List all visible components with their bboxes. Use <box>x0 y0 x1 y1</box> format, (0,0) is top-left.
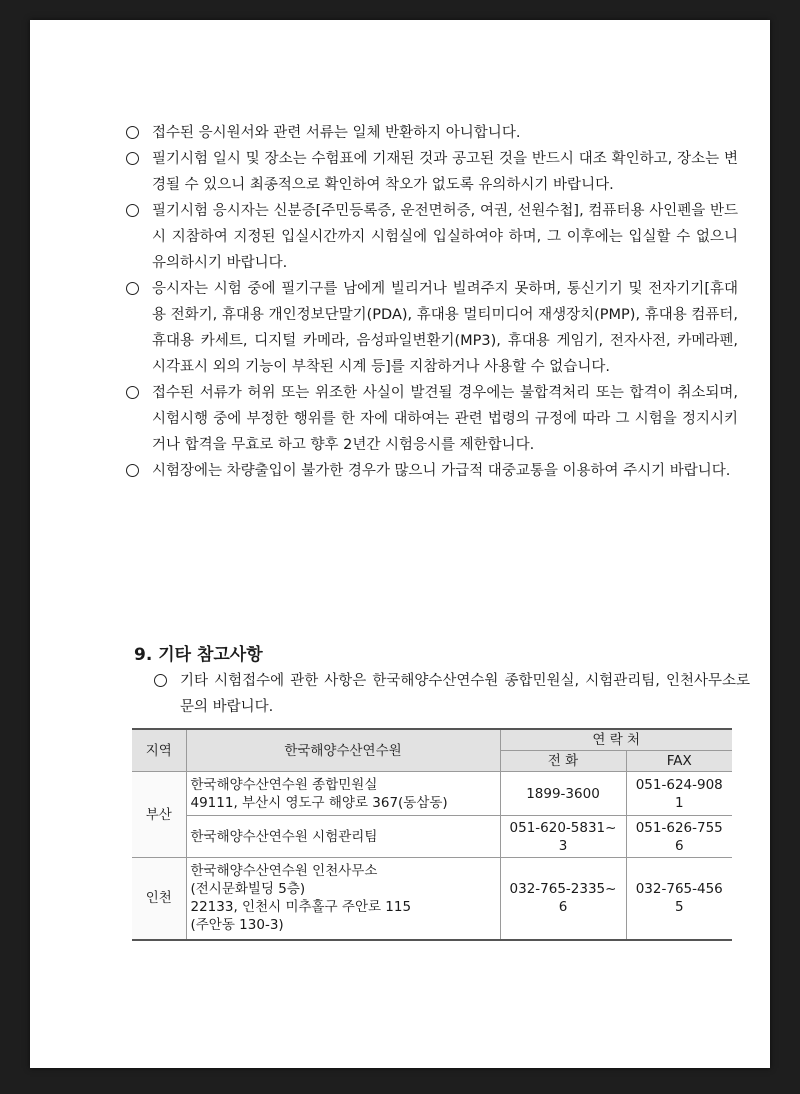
notice-text: 응시자는 시험 중에 필기구를 남에게 빌리거나 빌려주지 못하며, 통신기기 및 전자기기[휴대용 전화기, 휴대용 개인정보단말기(PDA), 휴대용 멀티미디어 재생장치(PMP), 휴대용 컴퓨터, 휴대용 카세트, 디지털 카메라, 음성파일변환기(MP3), 휴대용 게임기, 전자사전, 카메라펜, 시각표시 외의 기능이 부착된 시계 등]를 지참하거나 사용할 수 없습니다. <box>152 281 738 375</box>
org-cell <box>186 816 500 858</box>
region-cell: 인천 <box>132 858 186 940</box>
fax-cell <box>626 816 732 858</box>
circle-bullet-icon <box>126 282 139 295</box>
notice-list <box>126 120 738 484</box>
phone-line: 1899-3600 <box>526 785 600 802</box>
org-cell <box>186 858 500 940</box>
org-line: (주안동 130-3) <box>190 917 284 934</box>
notice-item <box>126 120 738 146</box>
notice-item <box>126 198 738 276</box>
org-line: 한국해양수산연수원 인천사무소 <box>190 863 378 880</box>
fax-line: 6 <box>674 837 684 854</box>
notice-item <box>126 458 738 484</box>
phone-cell <box>500 772 626 816</box>
fax-line: 051-624-908 <box>635 776 723 793</box>
table-row <box>132 858 732 940</box>
header-contact: 연 락 처 <box>500 729 732 751</box>
phone-cell <box>500 858 626 940</box>
section-note <box>154 668 750 720</box>
fax-line: 032-765-456 <box>635 881 723 898</box>
circle-bullet-icon <box>126 204 139 217</box>
fax-line: 051-626-755 <box>635 819 723 836</box>
circle-bullet-icon <box>126 152 139 165</box>
org-line: (전시문화빌딩 5층) <box>190 881 306 898</box>
document-page <box>30 20 770 1068</box>
org-line: 49111, 부산시 영도구 해양로 367(동삼동) <box>190 794 448 811</box>
org-line: 한국해양수산연수원 시험관리팀 <box>190 828 378 845</box>
header-org: 한국해양수산연수원 <box>186 729 500 772</box>
table-row <box>132 816 732 858</box>
org-line: 22133, 인천시 미추홀구 주안로 115 <box>190 899 412 916</box>
fax-cell <box>626 858 732 940</box>
header-phone: 전 화 <box>500 751 626 772</box>
org-cell <box>186 772 500 816</box>
fax-cell <box>626 772 732 816</box>
region-cell: 부산 <box>132 772 186 858</box>
circle-bullet-icon <box>154 674 167 687</box>
phone-line: 6 <box>558 899 568 916</box>
other-info-section <box>134 642 750 720</box>
notice-item <box>126 146 738 198</box>
contact-table <box>132 728 732 941</box>
section-note-text: 기타 시험접수에 관한 사항은 한국해양수산연수원 종합민원실, 시험관리팀, 인천사무소로 문의 바랍니다. <box>180 673 750 715</box>
notice-text: 접수된 서류가 허위 또는 위조한 사실이 발견될 경우에는 불합격처리 또는 합격이 취소되며, 시험시행 중에 부정한 행위를 한 자에 대하여는 관련 법령의 규정에 따라 그 시험을 정지시키거나 합격을 무효로 하고 향후 2년간 시험응시를 제한합니다. <box>152 385 738 453</box>
circle-bullet-icon <box>126 464 139 477</box>
notice-text: 접수된 응시원서와 관련 서류는 일체 반환하지 아니합니다. <box>152 125 521 141</box>
phone-cell <box>500 816 626 858</box>
notice-item <box>126 276 738 380</box>
circle-bullet-icon <box>126 126 139 139</box>
fax-line: 5 <box>674 899 684 916</box>
section-title: 9. 기타 참고사항 <box>134 645 263 665</box>
notice-text: 시험장에는 차량출입이 불가한 경우가 많으니 가급적 대중교통을 이용하여 주시기 바랍니다. <box>152 463 731 479</box>
circle-bullet-icon <box>126 386 139 399</box>
header-region: 지역 <box>132 729 186 772</box>
notice-text: 필기시험 응시자는 신분증[주민등록증, 운전면허증, 여권, 선원수첩], 컴퓨터용 사인펜을 반드시 지참하여 지정된 입실시간까지 시험실에 입실하여야 하며, 그 이후에는 입실할 수 없으니 유의하시기 바랍니다. <box>152 203 738 271</box>
fax-line: 1 <box>674 794 684 811</box>
table-row <box>132 772 732 816</box>
phone-line: 051-620-5831~ <box>509 819 617 836</box>
notice-text: 필기시험 일시 및 장소는 수험표에 기재된 것과 공고된 것을 반드시 대조 확인하고, 장소는 변경될 수 있으니 최종적으로 확인하여 착오가 없도록 유의하시기 바랍니다. <box>152 151 738 193</box>
notice-item <box>126 380 738 458</box>
org-line: 한국해양수산연수원 종합민원실 <box>190 776 378 793</box>
phone-line: 032-765-2335~ <box>509 881 617 898</box>
header-fax: FAX <box>626 751 732 772</box>
phone-line: 3 <box>558 837 568 854</box>
